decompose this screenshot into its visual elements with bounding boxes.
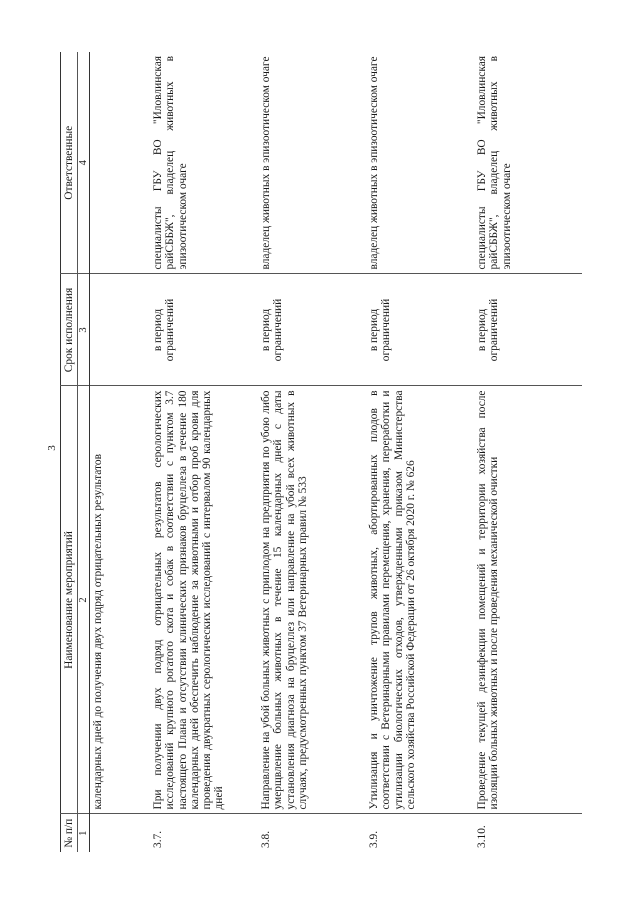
header-num: № п/п: [61, 814, 78, 852]
row-name: Проведение текущей дезинфекции помещений и территории хозяйства после изоляции больных животных и после проведения механической очистки: [474, 386, 582, 814]
column-number: 2: [78, 386, 90, 814]
row-responsible: владелец животных в эпизоотическом очаге: [368, 56, 381, 270]
row-responsible: владелец животных в эпизоотическом очаге: [260, 56, 273, 270]
row-responsible: специалисты ГБУ ВО "Иловлинская райСББЖ", владелец животных в эпизоотическом очаге: [476, 56, 513, 270]
table-row: [90, 52, 150, 852]
header-name: Наименование мероприятий: [61, 386, 78, 814]
rotated-page-content: [60, 52, 580, 852]
row-responsible: [90, 52, 150, 274]
column-number: 3: [78, 274, 90, 386]
table-row: [474, 52, 582, 852]
table-row: [258, 52, 366, 852]
row-num: 3.8.: [258, 814, 366, 852]
row-name: календарных дней до получения двух подряд отрицательных результатов: [90, 386, 150, 814]
row-term: в период ограничений: [150, 274, 258, 386]
row-num: 3.7.: [150, 814, 258, 852]
measures-table: [60, 52, 582, 852]
header-term: Срок исполнения: [61, 274, 78, 386]
row-term: в период ограничений: [366, 274, 474, 386]
row-num: [90, 814, 150, 852]
table-row: [150, 52, 258, 852]
row-term: в период ограничений: [474, 274, 582, 386]
page-number: 3: [46, 445, 58, 451]
row-name: Утилизация и уничтожение трупов животных, абортированных плодов в соответствии с Ветеринарными правилами перемещения, хранения, переработки и утилизации биологических отходов, утвержденными приказом Министерства сельского хозяйства Российской Федерации от 26 октября 2020 г. № 626: [366, 386, 474, 814]
column-number: 4: [78, 52, 90, 274]
row-term: [90, 274, 150, 386]
row-term: в период ограничений: [258, 274, 366, 386]
row-num: 3.9.: [366, 814, 474, 852]
row-num: 3.10.: [474, 814, 582, 852]
header-responsible: Ответственные: [61, 52, 78, 274]
row-responsible: специалисты ГБУ ВО "Иловлинская райСББЖ", владелец животных в эпизоотическом очаге: [152, 56, 189, 270]
table-row: [366, 52, 474, 852]
row-name: При получении двух подряд отрицательных результатов серологических исследований крупного рогатого скота и собак в соответствии с пунктом 3.7 настоящего Плана и отсутствии клинических признаков бруцеллеза в течение 180 календарных дней обеспечить наблюдение за животными и отбор проб крови для проведения двукратных серологических исследований с интервалом 90 календарных дней: [150, 386, 258, 814]
row-name: Направление на убой больных животных с приплодом на предприятия по убою либо умерщвление больных животных в течение 15 календарных дней с даты установления диагноза на бруцеллез или направление на убой всех животных в случаях, предусмотренных пунктом 37 Ветеринарных правил № 533: [258, 386, 366, 814]
table-header: [61, 52, 90, 852]
column-number: 1: [78, 814, 90, 852]
